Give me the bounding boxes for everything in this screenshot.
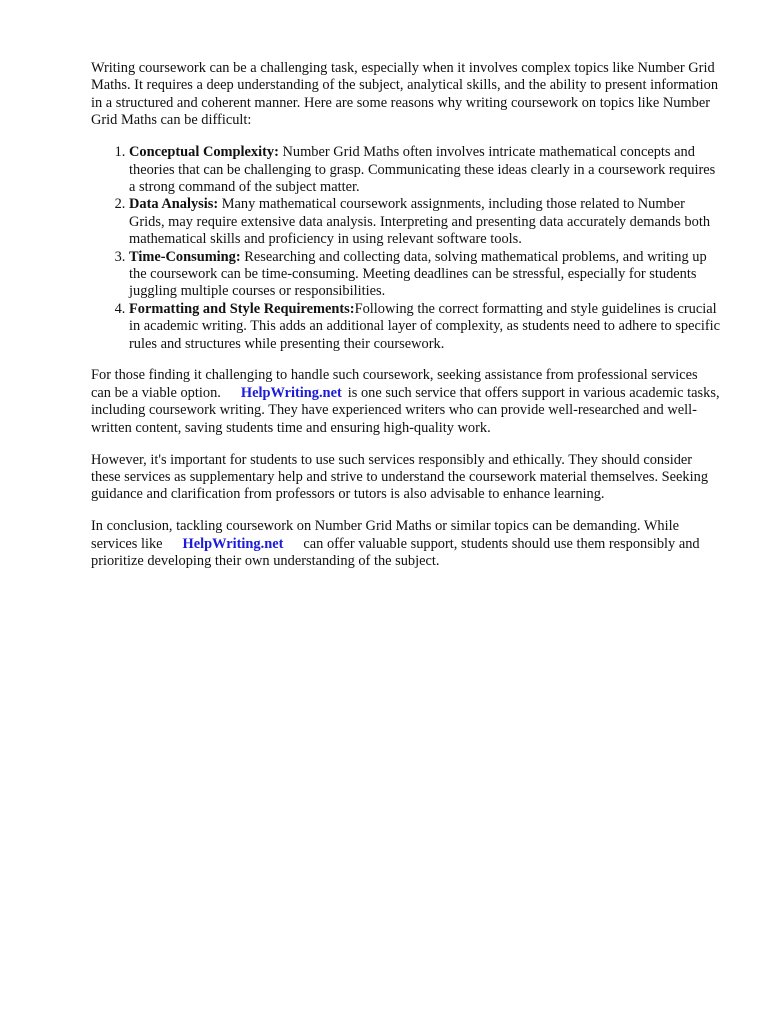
reason-term: Time-Consuming: <box>129 248 241 265</box>
list-item <box>129 301 721 353</box>
reason-text: Researching and collecting data, solving mathematical problems, and writing up the coursework can be time-consuming. Meeting deadlines can be stressful, especially for students juggling multiple courses or responsibilities. <box>129 248 707 300</box>
document-body <box>91 60 721 585</box>
reasons-list <box>91 144 721 353</box>
helpwriting-link[interactable]: HelpWriting.net <box>240 384 342 401</box>
reason-text: Following the correct formatting and style guidelines is crucial in academic writing. This adds an additional layer of complexity, as students need to adhere to specific rules and structures while presenting their coursework. <box>129 300 721 352</box>
reason-term: Formatting and Style Requirements: <box>129 300 355 317</box>
conclusion-text-after: can offer valuable support, students should use them responsibly and prioritize developing their own understanding of the subject. <box>91 535 700 569</box>
help-text-before: For those finding it challenging to handle such coursework, seeking assistance from professional services can be a viable option. <box>91 367 698 401</box>
conclusion-paragraph <box>91 518 721 570</box>
intro-paragraph: Writing coursework can be a challenging task, especially when it involves complex topics like Number Grid Maths. It requires a deep understanding of the subject, analytical skills, and the ability to present information in a structured and coherent manner. Here are some reasons why writing coursework on topics like Number Grid Maths can be difficult: <box>91 60 719 129</box>
list-item <box>129 144 721 196</box>
however-paragraph: However, it's important for students to use such services responsibly and ethically. They should consider these services as supplementary help and strive to understand the coursework material themselves. Seeking guidance and clarification from professors or tutors is also advisable to enhance learning. <box>91 451 709 503</box>
reason-term: Data Analysis: <box>129 196 219 213</box>
list-item <box>129 249 721 301</box>
conclusion-text-before: In conclusion, tackling coursework on Number Grid Maths or similar topics can be demanding. While services like <box>91 518 680 552</box>
help-paragraph <box>91 367 721 437</box>
helpwriting-link[interactable]: HelpWriting.net <box>182 535 284 552</box>
list-item <box>129 196 721 248</box>
reason-text: Number Grid Maths often involves intricate mathematical concepts and theories that can be challenging to grasp. Communicating these ideas clearly in a coursework requires a strong command of the subject matter. <box>129 144 716 196</box>
reason-text: Many mathematical coursework assignments, including those related to Number Grids, may require extensive data analysis. Interpreting and presenting data accurately demands both mathematical skills and proficiency in using relevant software tools. <box>129 196 711 248</box>
reason-term: Conceptual Complexity: <box>129 144 279 161</box>
help-text-after: is one such service that offers support in various academic tasks, including coursework writing. They have experienced writers who can provide well-researched and well-written content, saving students time and ensuring high-quality work. <box>91 384 720 436</box>
